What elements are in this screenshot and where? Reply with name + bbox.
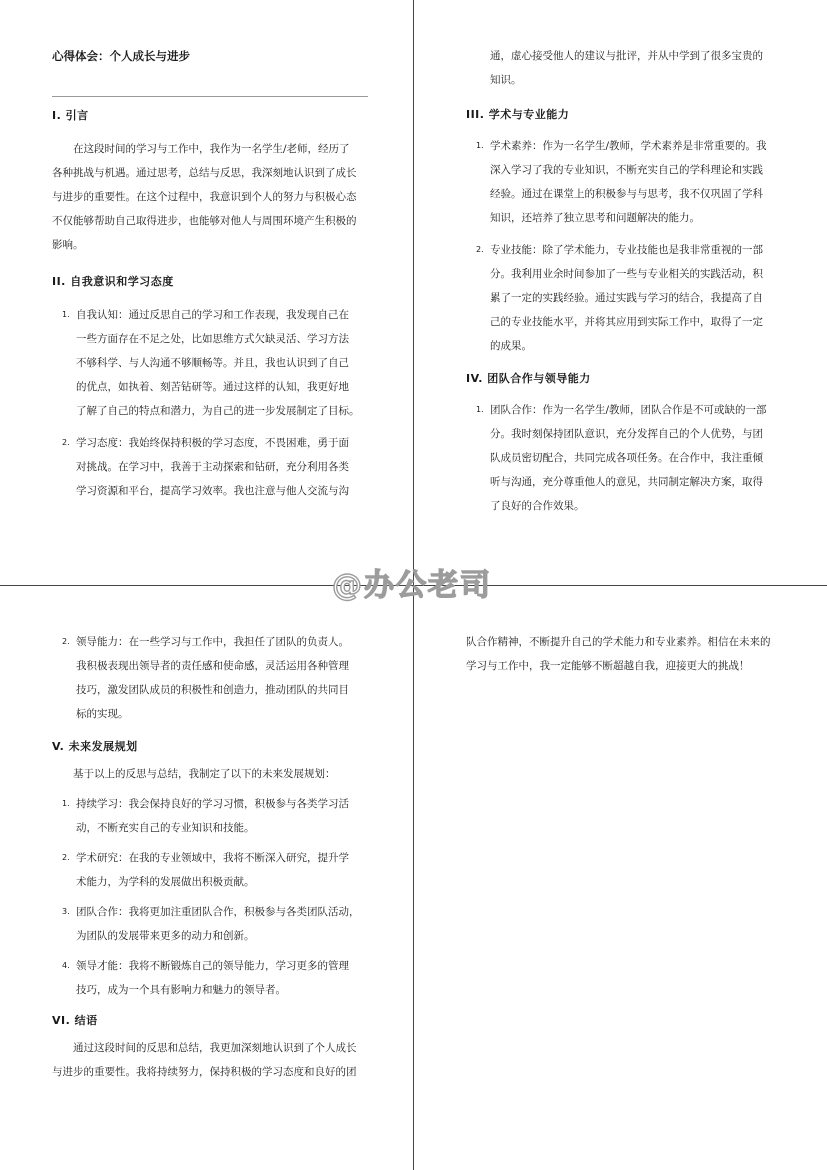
list-number: 1. — [62, 799, 70, 808]
section-heading-academic: III. 学术与专业能力 — [466, 108, 570, 121]
text-line — [52, 846, 372, 870]
text-line-content: 学习态度：我始终保持积极的学习态度，不畏困难，勇于面 — [76, 437, 349, 449]
section-heading-future: V. 未来发展规划 — [52, 740, 138, 753]
teamwork-list-continued — [52, 630, 372, 726]
title-rule — [52, 96, 368, 97]
text-line-content: 团队合作：作为一名学生/教师，团队合作是不可或缺的一部 — [490, 404, 767, 416]
text-line — [466, 398, 786, 422]
academic-list — [466, 134, 786, 358]
text-line: 累了一定的实践经验。通过实践与学习的结合，我提高了自 — [490, 292, 763, 304]
list-item-continued — [466, 44, 786, 92]
text-line: 分。我时刻保持团队意识，充分发挥自己的个人优势，与团 — [490, 428, 763, 440]
text-line: 技巧，激发团队成员的积极性和创造力，推动团队的共同目 — [76, 684, 349, 696]
text-line: 分。我利用业余时间参加了一些与专业相关的实践活动，积 — [490, 268, 763, 280]
section-heading-self-awareness: II. 自我意识和学习态度 — [52, 275, 174, 288]
list-number: 1. — [62, 310, 70, 319]
conclusion-paragraph — [52, 1036, 372, 1084]
text-line: 学习与工作中，我一定能够不断超越自我，迎接更大的挑战！ — [466, 660, 750, 672]
future-intro: 基于以上的反思与总结，我制定了以下的未来发展规划： — [73, 768, 336, 780]
text-line: 经验。通过在课堂上的积极参与与思考，我不仅巩固了学科 — [490, 188, 763, 200]
text-line: 了良好的合作效果。 — [490, 500, 585, 512]
text-line — [466, 238, 786, 262]
text-line: 一些方面存在不足之处，比如思维方式欠缺灵活、学习方法 — [76, 333, 349, 345]
page-bottom-right — [466, 630, 786, 730]
text-line: 队合作精神，不断提升自己的学术能力和专业素养。相信在未来的 — [466, 636, 771, 648]
text-line: 技巧，成为一个具有影响力和魅力的领导者。 — [76, 984, 286, 996]
text-line — [52, 303, 368, 327]
text-line: 与进步的重要性。我将持续努力，保持积极的学习态度和良好的团 — [52, 1066, 357, 1078]
list-number: 2. — [62, 853, 70, 862]
text-line: 术能力，为学科的发展做出积极贡献。 — [76, 876, 255, 888]
list-number: 2. — [62, 637, 70, 646]
list-item — [52, 954, 372, 1002]
list-number: 3. — [62, 907, 70, 916]
text-line — [52, 900, 372, 924]
text-line-content: 学术素养：作为一名学生/教师，学术素养是非常重要的。我 — [490, 140, 767, 152]
text-line — [466, 134, 786, 158]
text-line: 影响。 — [52, 239, 84, 251]
section-heading-conclusion: VI. 结语 — [52, 1014, 98, 1027]
section-heading-intro: I. 引言 — [52, 109, 89, 122]
text-line-content: 领导才能：我将不断锻炼自己的领导能力，学习更多的管理 — [76, 960, 349, 972]
text-line: 学习资源和平台，提高学习效率。我也注意与他人交流与沟 — [76, 485, 349, 497]
text-line: 与进步的重要性。在这个过程中，我意识到个人的努力与积极心态 — [52, 191, 357, 203]
list-item — [52, 303, 368, 423]
text-line: 听与沟通，充分尊重他人的意见，共同制定解决方案，取得 — [490, 476, 763, 488]
text-line: 为团队的发展带来更多的动力和创新。 — [76, 930, 255, 942]
text-line-content: 团队合作：我将更加注重团队合作，积极参与各类团队活动， — [76, 906, 360, 918]
page-top-right — [466, 44, 786, 579]
list-number: 4. — [62, 961, 70, 970]
text-line: 的成果。 — [490, 340, 532, 352]
list-item — [52, 792, 372, 840]
text-line-content: 领导能力：在一些学习与工作中，我担任了团队的负责人。 — [76, 636, 349, 648]
list-item — [466, 238, 786, 358]
text-line: 我积极表现出领导者的责任感和使命感，灵活运用各种管理 — [76, 660, 349, 672]
text-line: 通过这段时间的反思和总结，我更加深刻地认识到了个人成长 — [73, 1042, 357, 1054]
text-line: 的优点，如执着、刻苦钻研等。通过这样的认知，我更好地 — [76, 381, 349, 393]
list-number: 2. — [62, 438, 70, 447]
text-line: 深入学习了我的专业知识，不断充实自己的学科理论和实践 — [490, 164, 763, 176]
list-item — [52, 846, 372, 894]
text-line: 不够科学、与人沟通不够顺畅等。并且，我也认识到了自己 — [76, 357, 349, 369]
text-line: 标的实现。 — [76, 708, 129, 720]
list-item — [52, 431, 368, 503]
list-number: 1. — [476, 141, 484, 150]
text-line-content: 自我认知：通过反思自己的学习和工作表现，我发现自己在 — [76, 309, 349, 321]
text-line: 对挑战。在学习中，我善于主动探索和钻研，充分利用各类 — [76, 461, 349, 473]
future-list — [52, 792, 372, 1002]
text-line: 了解了自己的特点和潜力，为自己的进一步发展制定了目标。 — [76, 405, 360, 417]
list-item — [466, 134, 786, 230]
text-line: 知识，还培养了独立思考和问题解决的能力。 — [490, 212, 700, 224]
text-line-content: 持续学习：我会保持良好的学习习惯，积极参与各类学习活 — [76, 798, 349, 810]
text-line: 动，不断充实自己的专业知识和技能。 — [76, 822, 255, 834]
self-awareness-list — [52, 303, 368, 503]
page-bottom-left — [52, 630, 372, 1165]
section-heading-teamwork: IV. 团队合作与领导能力 — [466, 372, 591, 385]
text-line — [52, 792, 372, 816]
watermark-logo: @办公老司 — [332, 568, 492, 603]
text-line: 各种挑战与机遇。通过思考，总结与反思，我深刻地认识到了成长 — [52, 167, 357, 179]
text-line-content: 专业技能：除了学术能力，专业技能也是我非常重视的一部 — [490, 244, 763, 256]
intro-paragraph — [52, 137, 368, 257]
text-line — [52, 431, 368, 455]
text-line: 队成员密切配合，共同完成各项任务。在合作中，我注重倾 — [490, 452, 763, 464]
list-number: 1. — [476, 405, 484, 414]
teamwork-list — [466, 398, 786, 518]
page-top-left — [52, 48, 368, 578]
text-line: 不仅能够帮助自己取得进步，也能够对他人与周围环境产生积极的 — [52, 215, 357, 227]
list-item — [466, 398, 786, 518]
text-line — [52, 954, 372, 978]
text-line: 在这段时间的学习与工作中，我作为一名学生/老师，经历了 — [73, 143, 350, 155]
text-line: 知识。 — [490, 74, 522, 86]
text-line: 己的专业技能水平，并将其应用到实际工作中，取得了一定 — [490, 316, 763, 328]
document-title: 心得体会：个人成长与进步 — [52, 49, 190, 63]
list-item — [52, 630, 372, 726]
text-line — [52, 630, 372, 654]
list-number: 2. — [476, 245, 484, 254]
text-line: 通，虚心接受他人的建议与批评，并从中学到了很多宝贵的 — [490, 50, 763, 62]
list-item — [52, 900, 372, 948]
text-line-content: 学术研究：在我的专业领域中，我将不断深入研究，提升学 — [76, 852, 349, 864]
